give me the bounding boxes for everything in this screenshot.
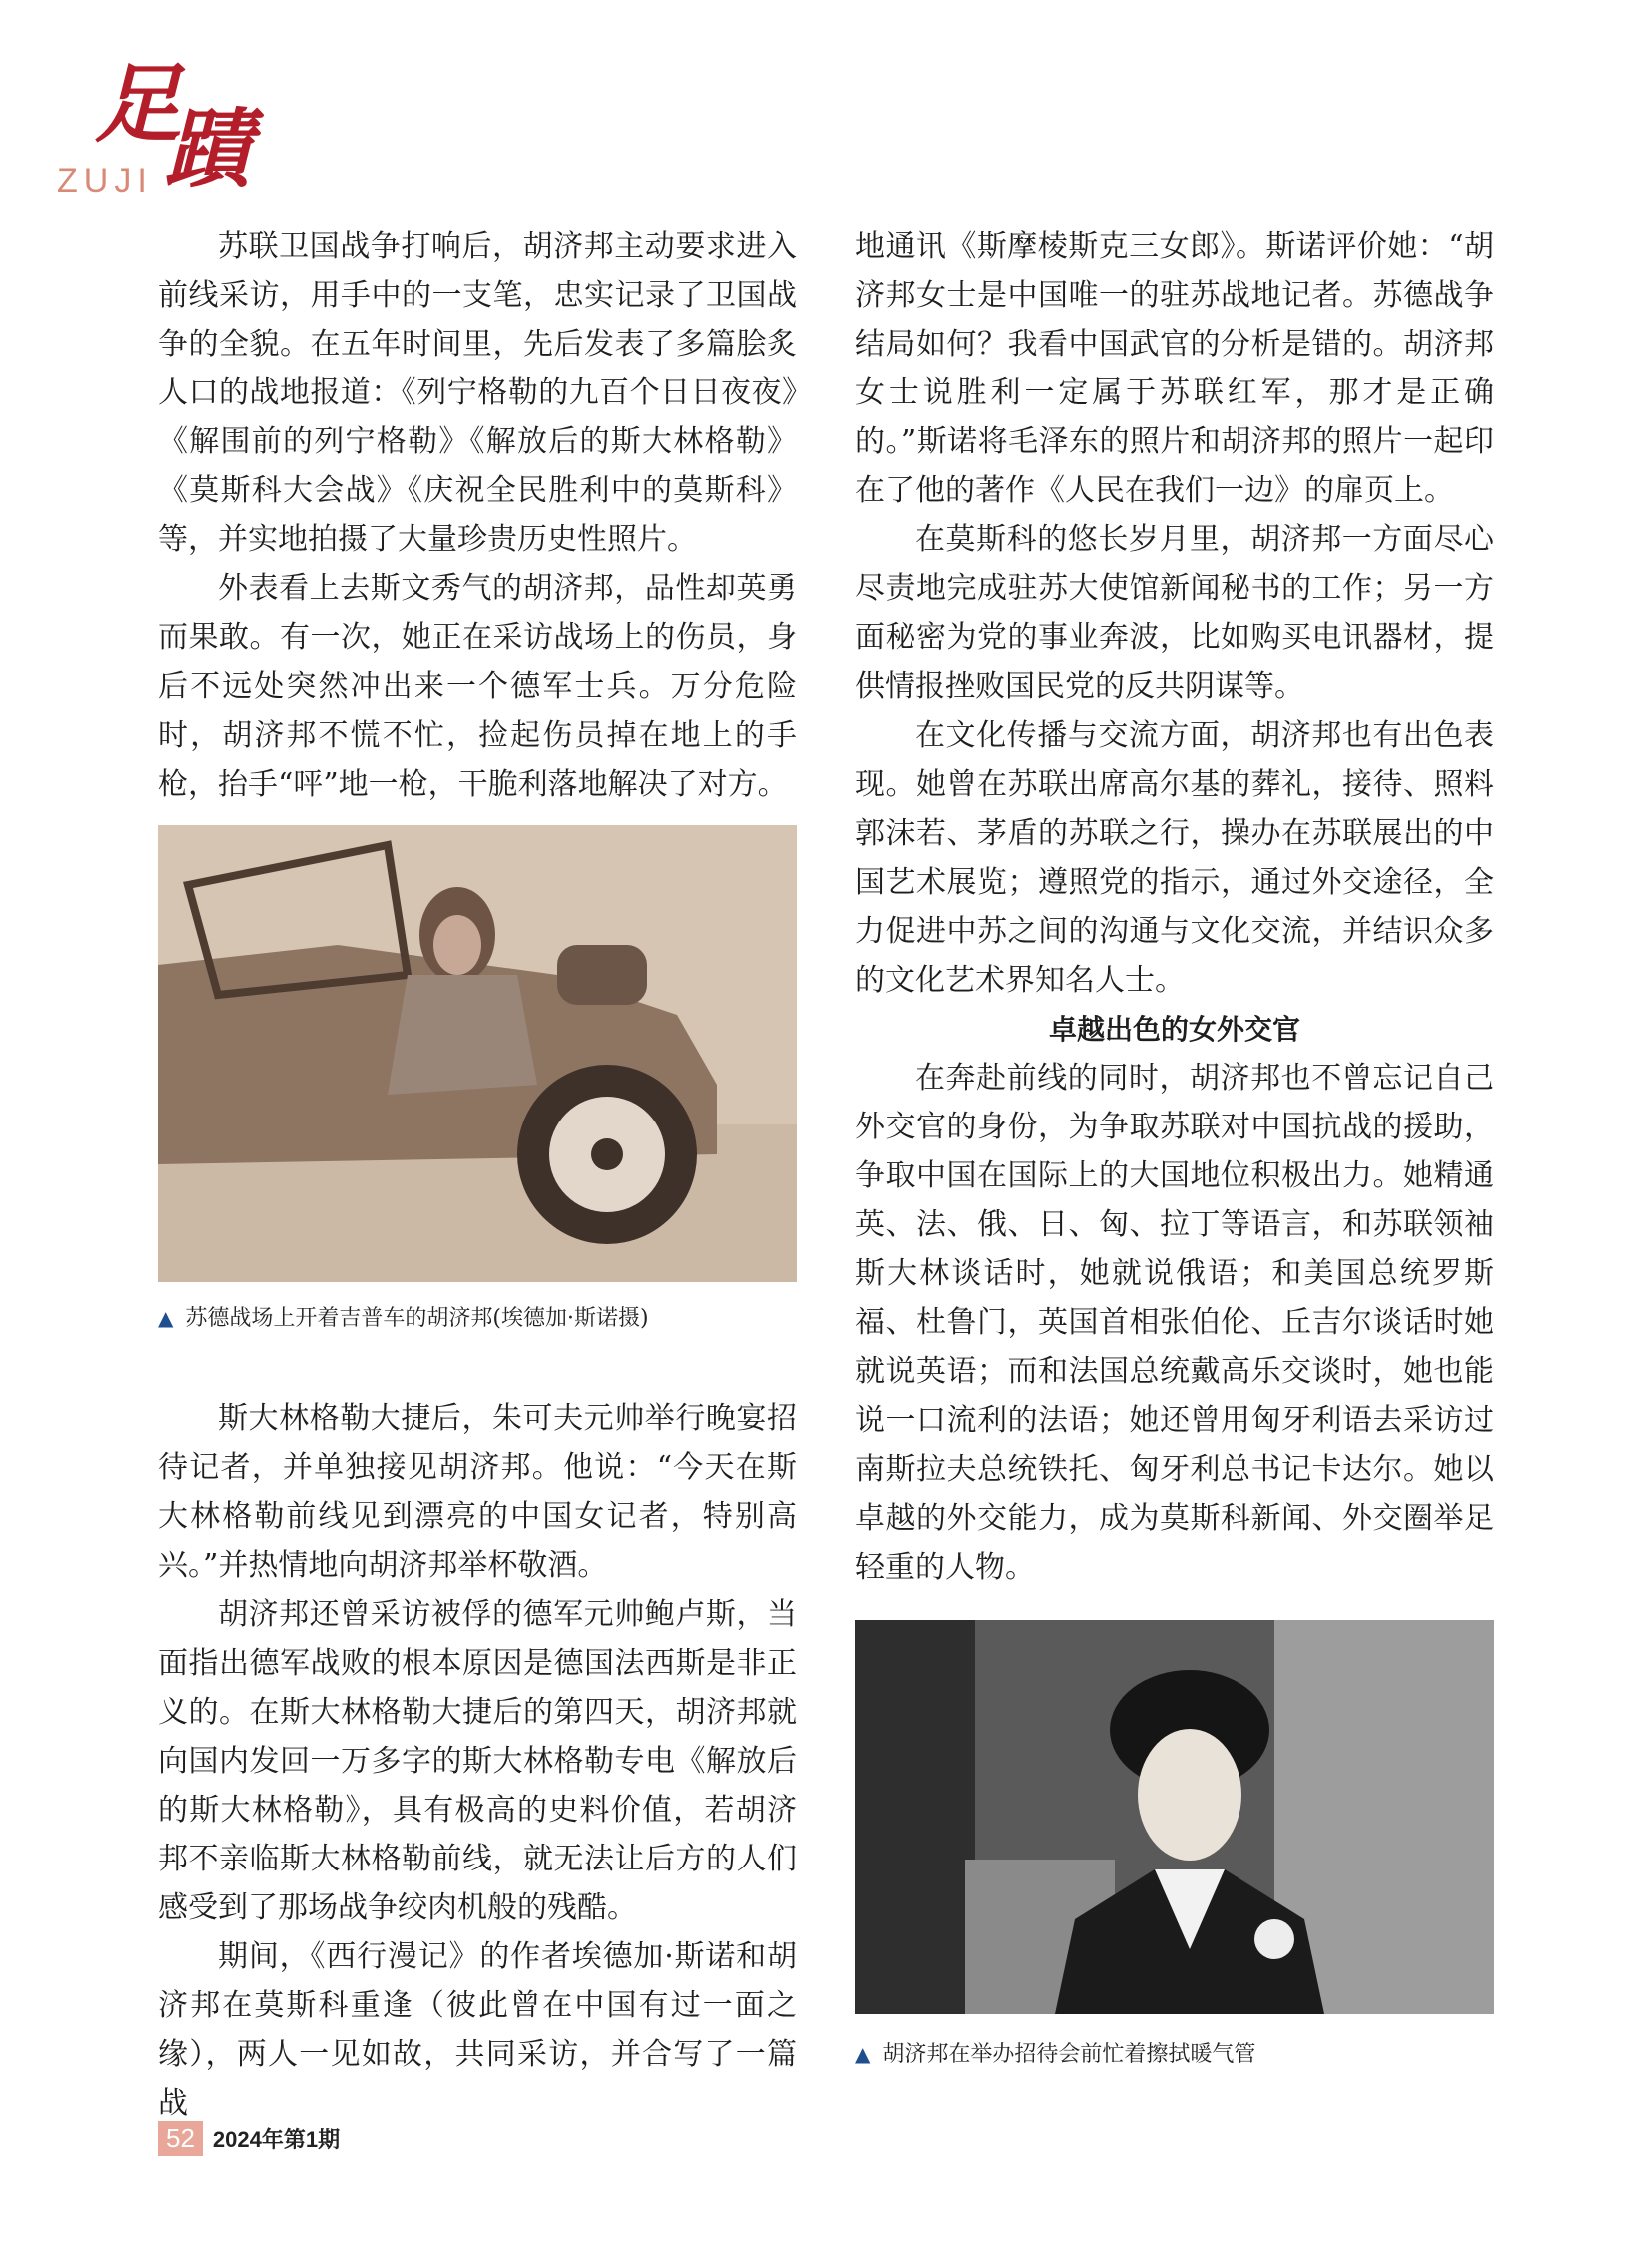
magazine-logo [55, 54, 255, 202]
issue-label: 2024年第1期 [212, 2126, 341, 2152]
paragraph: 在莫斯科的悠长岁月里，胡济邦一方面尽心尽责地完成驻苏大使馆新闻秘书的工作；另一方面秘密为党的事业奔波，比如购买电讯器材，提供情报挫败国民党的反共阴谋等。 [855, 522, 1494, 704]
page-number: 52 [158, 2121, 203, 2156]
triangle-icon: ▲ [855, 2042, 871, 2066]
portrait-photo-illustration [855, 1620, 1494, 2014]
right-column [855, 222, 1494, 1592]
logo-char-1: 足 [95, 54, 181, 155]
paragraph: 斯大林格勒大捷后，朱可夫元帅举行晚宴招待记者，并单独接见胡济邦。他说：“今天在斯大林格勒前线见到漂亮的中国女记者，特别高兴。”并热情地向胡济邦举杯敬酒。 [158, 1401, 797, 1583]
triangle-icon: ▲ [158, 1306, 174, 1330]
left-column-bottom [158, 1394, 797, 2128]
jeep-photo-illustration [158, 825, 797, 1282]
left-column-top [158, 222, 797, 809]
paragraph: 苏联卫国战争打响后，胡济邦主动要求进入前线采访，用手中的一支笔，忠实记录了卫国战争的全貌。在五年时间里，先后发表了多篇脍炙人口的战地报道：《列宁格勒的九百个日日夜夜》《解围前的列宁格勒》《解放后的斯大林格勒》《莫斯科大会战》《庆祝全民胜利中的莫斯科》等，并实地拍摄了大量珍贵历史性照片。 [158, 229, 797, 557]
paragraph: 外表看上去斯文秀气的胡济邦，品性却英勇而果敢。有一次，她正在采访战场上的伤员，身后不远处突然冲出来一个德军士兵。万分危险时，胡济邦不慌不忙，捡起伤员掉在地上的手枪，抬手“呯”地一枪，干脆利落地解决了对方。 [158, 571, 797, 802]
logo-char-2: 蹟 [165, 99, 251, 200]
section-title: 卓越出色的女外交官 [1048, 1013, 1300, 1046]
page-footer [158, 2119, 340, 2157]
caption-text: 胡济邦在举办招待会前忙着擦拭暖气管 [882, 2042, 1256, 2067]
paragraph: 地通讯《斯摩棱斯克三女郎》。斯诺评价她：“胡济邦女士是中国唯一的驻苏战地记者。苏德战争结局如何？我看中国武官的分析是错的。胡济邦女士说胜利一定属于苏联红军，那才是正确的。”斯诺将毛泽东的照片和胡济邦的照片一起印在了他的著作《人民在我们一边》的扉页上。 [855, 229, 1494, 508]
paragraph: 在文化传播与交流方面，胡济邦也有出色表现。她曾在苏联出席高尔基的葬礼，接待、照料郭沫若、茅盾的苏联之行，操办在苏联展出的中国艺术展览；遵照党的指示，通过外交途径，全力促进中苏之间的沟通与文化交流，并结识众多的文化艺术界知名人士。 [855, 718, 1494, 998]
jeep-photo [158, 825, 797, 1282]
portrait-photo [855, 1620, 1494, 2014]
logo-english: ZUJI [57, 162, 153, 200]
paragraph: 期间，《西行漫记》的作者埃德加·斯诺和胡济邦在莫斯科重逢（彼此曾在中国有过一面之缘），两人一见如故，共同采访，并合写了一篇战 [158, 1939, 797, 2121]
paragraph: 胡济邦还曾采访被俘的德军元帅鲍卢斯，当面指出德军战败的根本原因是德国法西斯是非正义的。在斯大林格勒大捷后的第四天，胡济邦就向国内发回一万多字的斯大林格勒专电《解放后的斯大林格勒》，具有极高的史料价值，若胡济邦不亲临斯大林格勒前线，就无法让后方的人们感受到了那场战争绞肉机般的残酷。 [158, 1597, 797, 1925]
caption-text: 苏德战场上开着吉普车的胡济邦(埃德加·斯诺摄) [185, 1306, 649, 1331]
photo-caption [158, 1301, 649, 1332]
photo-caption [855, 2037, 1255, 2068]
paragraph: 在奔赴前线的同时，胡济邦也不曾忘记自己外交官的身份，为争取苏联对中国抗战的援助，争取中国在国际上的大国地位积极出力。她精通英、法、俄、日、匈、拉丁等语言，和苏联领袖斯大林谈话时，她就说俄语；和美国总统罗斯福、杜鲁门，英国首相张伯伦、丘吉尔谈话时她就说英语；而和法国总统戴高乐交谈时，她也能说一口流利的法语；她还曾用匈牙利语去采访过南斯拉夫总统铁托、匈牙利总书记卡达尔。她以卓越的外交能力，成为莫斯科新闻、外交圈举足轻重的人物。 [855, 1061, 1494, 1585]
